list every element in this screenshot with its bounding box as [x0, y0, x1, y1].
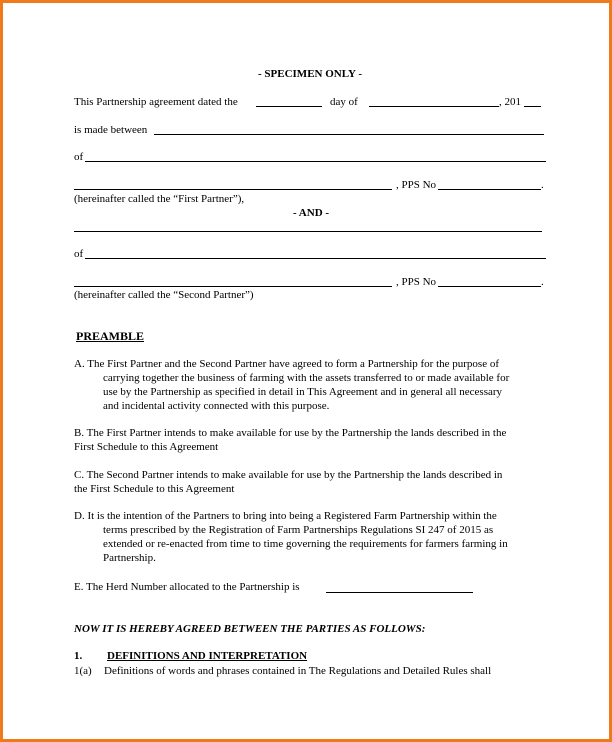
section-heading: DEFINITIONS AND INTERPRETATION [107, 650, 308, 662]
second-partner-address-line2-blank[interactable] [74, 286, 392, 287]
first-partner-name-blank[interactable] [154, 134, 544, 135]
day-of-label: day of [330, 96, 358, 108]
date-blank[interactable] [256, 106, 322, 107]
second-partner-address-blank[interactable] [85, 258, 546, 259]
year-label: , 201 [499, 96, 521, 108]
preamble-d-line: D. It is the intention of the Partners to bring into being a Registered Farm Partnership within the [74, 510, 497, 522]
second-partner-of-label: of [74, 248, 84, 260]
preamble-e-line: E. The Herd Number allocated to the Partnership is [74, 581, 300, 593]
and-separator: - AND - [293, 207, 330, 219]
agreement-dated-label: This Partnership agreement dated the [74, 96, 238, 108]
preamble-d-line: extended or re-enacted from time to time governing the requirements for farmers farming in [103, 538, 508, 550]
second-partner-pps-label: , PPS No [396, 276, 437, 288]
year-blank[interactable] [524, 106, 541, 107]
second-partner-pps-period: . [541, 276, 544, 288]
first-partner-pps-period: . [541, 179, 544, 191]
preamble-a-line: use by the Partnership as specified in detail in This Agreement and in general all necessary [103, 386, 503, 398]
first-partner-pps-label: , PPS No [396, 179, 437, 191]
preamble-a-line: A. The First Partner and the Second Partner have agreed to form a Partnership for the purpose of [74, 358, 500, 370]
second-partner-pps-blank[interactable] [438, 286, 541, 287]
herd-number-blank[interactable] [326, 592, 473, 593]
preamble-a-line: carrying together the business of farming with the assets transferred to or made available for [103, 372, 510, 384]
first-partner-designation: (hereinafter called the “First Partner”), [74, 193, 245, 205]
first-partner-address-blank[interactable] [85, 161, 546, 162]
preamble-b-line: B. The First Partner intends to make available for use by the Partnership the lands described in the [74, 427, 507, 439]
preamble-b-line: First Schedule to this Agreement [74, 441, 219, 453]
first-partner-of-label: of [74, 151, 84, 163]
month-blank[interactable] [369, 106, 499, 107]
preamble-d-line: Partnership. [103, 552, 156, 564]
preamble-c-line: the First Schedule to this Agreement [74, 483, 235, 495]
made-between-label: is made between [74, 124, 148, 136]
section-number: 1. [74, 650, 83, 662]
first-partner-address-line2-blank[interactable] [74, 189, 392, 190]
subsection-number: 1(a) [74, 665, 92, 677]
second-partner-name-blank[interactable] [74, 231, 542, 232]
agreement-heading: NOW IT IS HEREBY AGREED BETWEEN THE PARTIES AS FOLLOWS: [74, 623, 426, 635]
preamble-heading: PREAMBLE [76, 329, 145, 343]
subsection-text: Definitions of words and phrases contained in The Regulations and Detailed Rules shall [104, 665, 492, 677]
preamble-d-line: terms prescribed by the Registration of Farm Partnerships Regulations SI 247 of 2015 as [103, 524, 494, 536]
preamble-a-line: and incidental activity connected with this purpose. [103, 400, 330, 412]
preamble-c-line: C. The Second Partner intends to make available for use by the Partnership the lands described in [74, 469, 503, 481]
first-partner-pps-blank[interactable] [438, 189, 541, 190]
second-partner-designation: (hereinafter called the “Second Partner”) [74, 289, 254, 301]
document-title: - SPECIMEN ONLY - [258, 68, 363, 80]
